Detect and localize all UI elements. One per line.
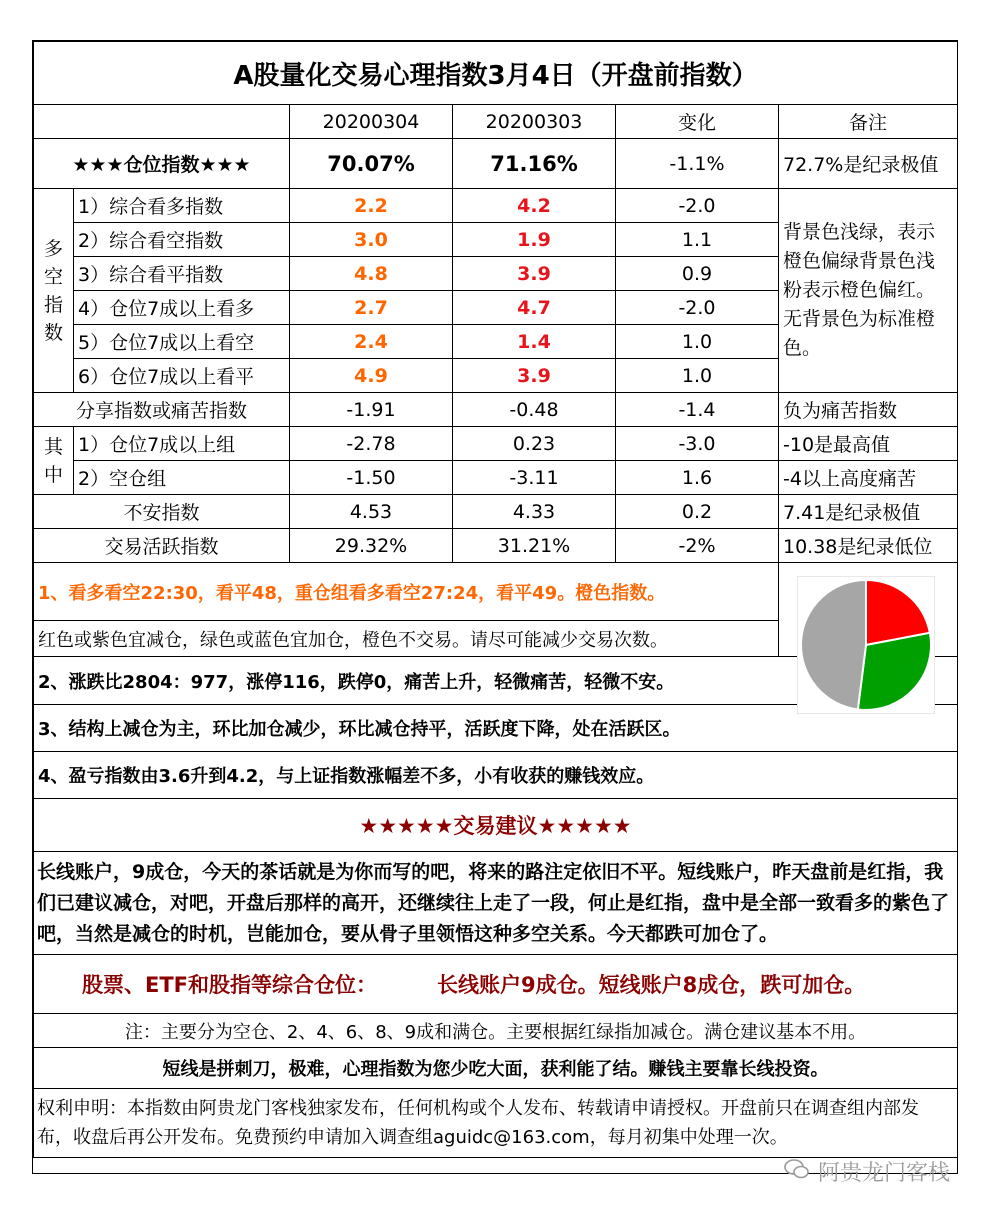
anxiety-label: 不安指数 <box>34 495 290 529</box>
point-4: 4、盈亏指数由3.6升到4.2，与上证指数涨幅差不多，小有收获的赚钱效应。 <box>34 752 958 799</box>
qizhong-row-previous: -3.11 <box>453 461 616 495</box>
duokong-row-change: 1.0 <box>616 325 779 359</box>
qizhong-row-change: 1.6 <box>616 461 779 495</box>
page-title: A股量化交易心理指数3月4日（开盘前指数） <box>34 42 958 105</box>
duokong-row-label: 5）仓位7成以上看空 <box>74 325 290 359</box>
header-change: 变化 <box>616 105 779 139</box>
anxiety-previous: 4.33 <box>453 495 616 529</box>
duokong-row-current: 2.2 <box>290 189 453 223</box>
qizhong-row-label: 2）空仓组 <box>74 461 290 495</box>
activity-label: 交易活跃指数 <box>34 529 290 563</box>
qizhong-row-current: -2.78 <box>290 427 453 461</box>
activity-change: -2% <box>616 529 779 563</box>
duokong-group-label <box>34 189 74 393</box>
short-term-line: 短线是拼刺刀，极难，心理指数为您少吃大面，获利能了结。赚钱主要靠长线投资。 <box>34 1048 958 1089</box>
duokong-row-change: 1.1 <box>616 223 779 257</box>
duokong-row-change: 0.9 <box>616 257 779 291</box>
duokong-row-current: 4.9 <box>290 359 453 393</box>
duokong-row-previous: 4.2 <box>453 189 616 223</box>
position-index-label: ★★★仓位指数★★★ <box>34 139 290 189</box>
duokong-row-label: 3）综合看平指数 <box>74 257 290 291</box>
duokong-row-previous: 3.9 <box>453 359 616 393</box>
duokong-row-label: 6）仓位7成以上看平 <box>74 359 290 393</box>
duokong-row-label: 4）仓位7成以上看多 <box>74 291 290 325</box>
qizhong-row-note: -4以上高度痛苦 <box>779 461 958 495</box>
anxiety-change: 0.2 <box>616 495 779 529</box>
share-index-current: -1.91 <box>290 393 453 427</box>
qizhong-row-change: -3.0 <box>616 427 779 461</box>
duokong-row-current: 2.7 <box>290 291 453 325</box>
duokong-row-previous: 1.4 <box>453 325 616 359</box>
header-blank <box>34 105 290 139</box>
duokong-row-current: 2.4 <box>290 325 453 359</box>
position-line-value: 长线账户9成仓。短线账户8成仓，跌可加仓。 <box>437 973 866 997</box>
position-index-current: 70.07% <box>290 139 453 189</box>
advice-text: 长线账户，9成仓，今天的茶话就是为你而写的吧，将来的路注定依旧不平。短线账户，昨天盘前是红指，我们已建议减仓，对吧，开盘后那样的高开，还继续往上走了一段，何止是红指，盘中是全部一致看多的紫色了吧，当然是减仓的时机，岂能加仓，要从骨子里领悟这种多空关系。今天都跌可加仓了。 <box>34 852 958 955</box>
duokong-row-change: 1.0 <box>616 359 779 393</box>
point-2: 2、涨跌比2804：977，涨停116，跌停0，痛苦上升，轻微痛苦，轻微不安。 <box>34 657 958 705</box>
point-3: 3、结构上减仓为主，环比加仓减少，环比减仓持平，活跃度下降，处在活跃区。 <box>34 705 958 752</box>
duokong-row-label: 2）综合看空指数 <box>74 223 290 257</box>
share-index-previous: -0.48 <box>453 393 616 427</box>
duokong-row-previous: 3.9 <box>453 257 616 291</box>
watermark: 阿贵龙门客栈 <box>818 1161 951 1186</box>
duokong-row-previous: 1.9 <box>453 223 616 257</box>
activity-note: 10.38是纪录低位 <box>779 529 958 563</box>
pie-slices <box>801 580 931 710</box>
qizhong-row-current: -1.50 <box>290 461 453 495</box>
duokong-row-current: 4.8 <box>290 257 453 291</box>
duokong-row-previous: 4.7 <box>453 291 616 325</box>
activity-previous: 31.21% <box>453 529 616 563</box>
point-1: 1、看多看空22:30，看平48，重仓组看多看空27:24，看平49。橙色指数。 <box>34 563 779 621</box>
share-index-change: -1.4 <box>616 393 779 427</box>
qizhong-row-previous: 0.23 <box>453 427 616 461</box>
qizhong-row-note: -10是最高值 <box>779 427 958 461</box>
duokong-group-text: 多空指数 <box>43 237 63 344</box>
advice-title: ★★★★★交易建议★★★★★ <box>34 799 958 852</box>
note-line: 注：主要分为空仓、2、4、6、8、9成和满仓。主要根据红绿指加减仓。满仓建议基本不用。 <box>34 1014 958 1048</box>
position-line-label: 股票、ETF和股指等综合仓位： <box>82 973 378 997</box>
anxiety-note: 7.41是纪录极值 <box>779 495 958 529</box>
header-note: 备注 <box>779 105 958 139</box>
activity-current: 29.32% <box>290 529 453 563</box>
position-index-note: 72.7%是纪录极值 <box>779 139 958 189</box>
sentiment-pie-chart <box>797 576 935 714</box>
duokong-row-change: -2.0 <box>616 291 779 325</box>
qizhong-row-label: 1）仓位7成以上组 <box>74 427 290 461</box>
header-date-current: 20200304 <box>290 105 453 139</box>
position-index-change: -1.1% <box>616 139 779 189</box>
header-date-previous: 20200303 <box>453 105 616 139</box>
duokong-row-current: 3.0 <box>290 223 453 257</box>
duokong-row-change: -2.0 <box>616 189 779 223</box>
position-line <box>34 955 958 1014</box>
share-index-label: 分享指数或痛苦指数 <box>34 393 290 427</box>
anxiety-current: 4.53 <box>290 495 453 529</box>
duokong-note: 背景色浅绿，表示橙色偏绿背景色浅粉表示橙色偏红。无背景色为标准橙色。 <box>779 189 958 393</box>
point-1-guidance: 红色或紫色宜减仓，绿色或蓝色宜加仓，橙色不交易。请尽可能减少交易次数。 <box>34 621 779 657</box>
position-index-previous: 71.16% <box>453 139 616 189</box>
wechat-icon <box>784 1158 810 1180</box>
qizhong-group-label <box>34 427 74 495</box>
share-index-note: 负为痛苦指数 <box>779 393 958 427</box>
qizhong-group-text: 其中 <box>43 435 63 486</box>
rights-statement: 权利申明：本指数由阿贵龙门客栈独家发布，任何机构或个人发布、转载请申请授权。开盘前只在调查组内部发布，收盘后再公开发布。免费预约申请加入调查组aguidc@163.com，每月初集中处理一次。 <box>34 1089 958 1158</box>
duokong-row-label: 1）综合看多指数 <box>74 189 290 223</box>
index-sheet <box>32 40 958 1174</box>
